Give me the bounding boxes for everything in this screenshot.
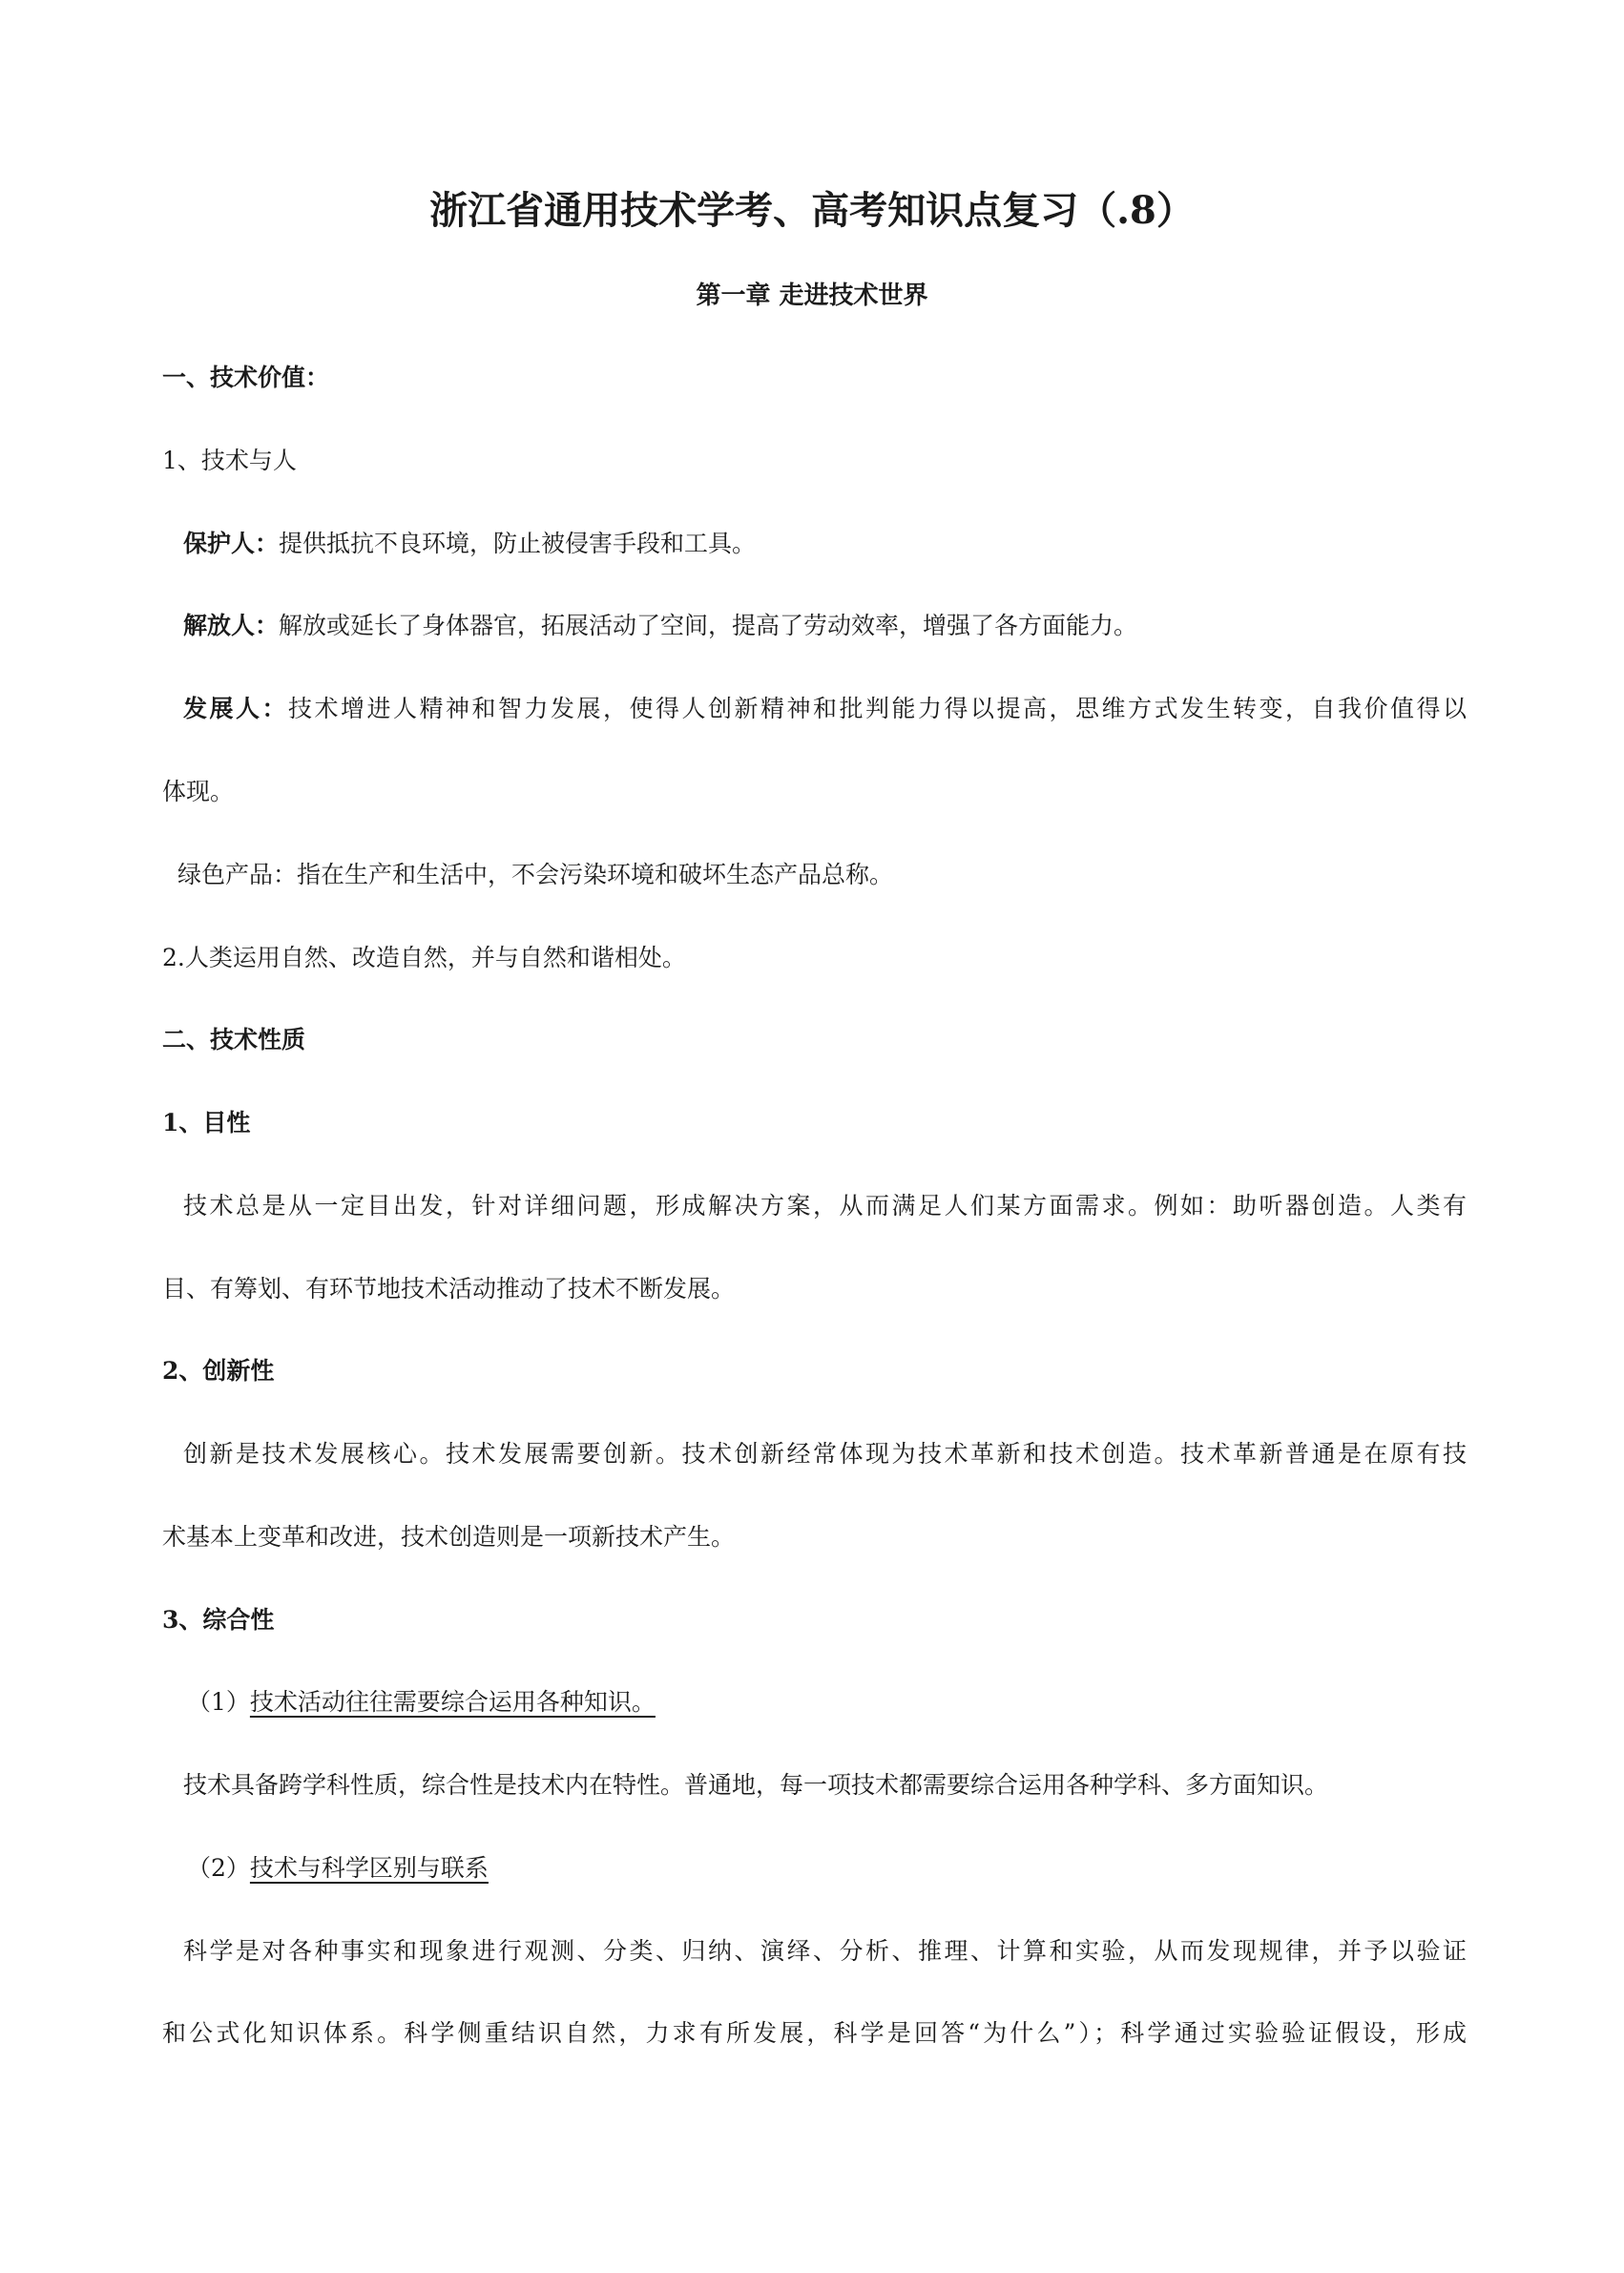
underlined-point-science: 技术与科学区别与联系 bbox=[249, 1854, 489, 1882]
section-heading-nature: 二、技术性质 bbox=[162, 1026, 306, 1053]
paragraph-science-1: 科学是对各种事实和现象进行观测、分类、归纳、演绎、分析、推理、计算和实验，从而发现规律，并予以验证 bbox=[183, 1937, 1467, 1965]
item-nature: 2.人类运用自然、改造自然，并与自然和谐相处。 bbox=[162, 944, 686, 971]
item-tech-and-people: 1、技术与人 bbox=[162, 447, 297, 474]
underlined-point-knowledge: 技术活动往往需要综合运用各种知识。 bbox=[249, 1688, 656, 1716]
paragraph-green-product: 绿色产品：指在生产和生活中，不会污染环境和破坏生态产品总称。 bbox=[177, 861, 894, 888]
term-protect: 保护人： bbox=[183, 530, 280, 557]
paragraph-protect: 保护人：提供抵抗不良环境，防止被侵害手段和工具。 bbox=[183, 530, 757, 557]
paragraph-purpose-2: 目、有筹划、有环节地技术活动推动了技术不断发展。 bbox=[162, 1275, 736, 1303]
term-liberate: 解放人： bbox=[183, 612, 280, 639]
paragraph-liberate: 解放人：解放或延长了身体器官，拓展活动了空间，提高了劳动效率，增强了各方面能力。 bbox=[183, 612, 1138, 639]
chapter-title: 第一章 走进技术世界 bbox=[696, 282, 928, 310]
point-knowledge: （1）技术活动往往需要综合运用各种知识。 bbox=[187, 1688, 656, 1716]
subheading-comprehensive: 3、综合性 bbox=[162, 1606, 275, 1634]
paragraph-purpose-1: 技术总是从一定目出发，针对详细问题，形成解决方案，从而满足人们某方面需求。例如：助听器创造。人类有 bbox=[183, 1192, 1467, 1220]
term-develop: 发展人： bbox=[183, 695, 288, 722]
page-title: 浙江省通用技术学考、高考知识点复习（.8） bbox=[429, 188, 1195, 233]
paragraph-interdisciplinary: 技术具备跨学科性质，综合性是技术内在特性。普通地，每一项技术都需要综合运用各种学科、多方面知识。 bbox=[183, 1771, 1329, 1799]
subheading-innovation: 2、创新性 bbox=[162, 1357, 275, 1385]
section-heading-value: 一、技术价值： bbox=[162, 364, 330, 391]
paragraph-innovation-1: 创新是技术发展核心。技术发展需要创新。技术创新经常体现为技术革新和技术创造。技术革新普通是在原有技 bbox=[183, 1440, 1467, 1468]
point-science: （2）技术与科学区别与联系 bbox=[187, 1854, 489, 1882]
subheading-purpose: 1、目性 bbox=[162, 1109, 251, 1136]
paragraph-innovation-2: 术基本上变革和改进，技术创造则是一项新技术产生。 bbox=[162, 1523, 736, 1551]
paragraph-science-2: 和公式化知识体系。科学侧重结识自然，力求有所发展，科学是回答“为什么”）；科学通过实验验证假设，形成 bbox=[162, 2019, 1467, 2047]
paragraph-develop-cont: 体现。 bbox=[162, 778, 235, 805]
paragraph-develop: 发展人：技术增进人精神和智力发展，使得人创新精神和批判能力得以提高，思维方式发生转变，自我价值得以 bbox=[183, 695, 1467, 722]
